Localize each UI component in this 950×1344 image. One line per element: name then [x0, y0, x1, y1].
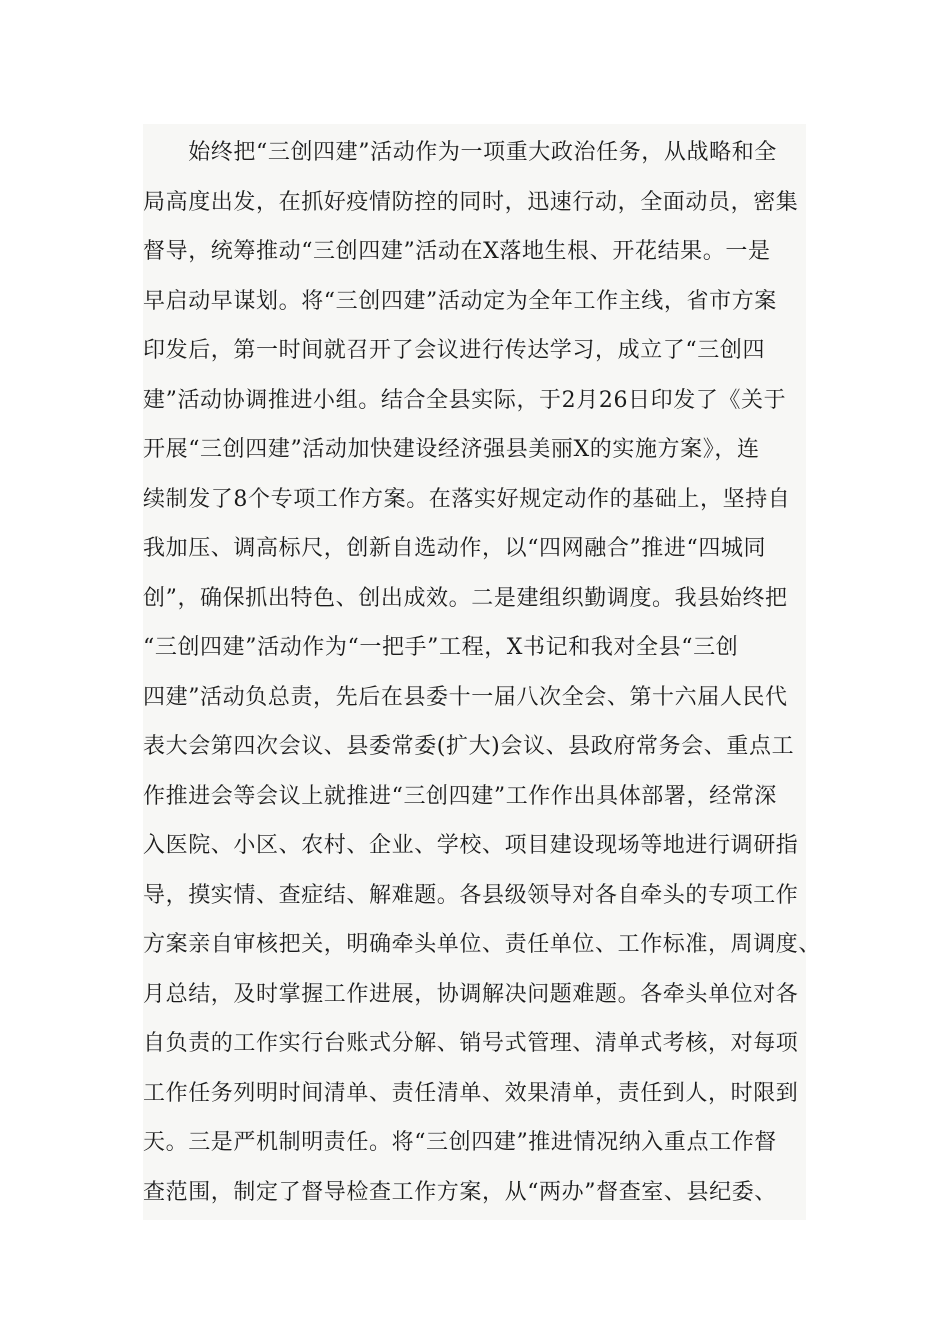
- text-line: 方案亲自审核把关，明确牵头单位、责任单位、工作标准，周调度、: [143, 932, 822, 957]
- text-line: 工作任务列明时间清单、责任清单、效果清单，责任到人，时限到: [143, 1081, 799, 1106]
- text-line: 月总结，及时掌握工作进展，协调解决问题难题。各牵头单位对各: [143, 982, 799, 1007]
- text-line: 表大会第四次会议、县委常委(扩大)会议、县政府常务会、重点工: [143, 734, 795, 759]
- text-line: 督导，统筹推动“三创四建”活动在X落地生根、开花结果。一是: [143, 239, 771, 264]
- text-line: 查范围，制定了督导检查工作方案，从“两办”督查室、县纪委、: [143, 1180, 777, 1205]
- text-line: 始终把“三创四建”活动作为一项重大政治任务，从战略和全: [143, 140, 777, 165]
- text-line: 入医院、小区、农村、企业、学校、项目建设现场等地进行调研指: [143, 833, 799, 858]
- text-line: 建”活动协调推进小组。结合全县实际，于2月26日印发了《关于: [143, 388, 787, 413]
- text-line: “三创四建”活动作为“一把手”工程，X书记和我对全县“三创: [143, 635, 739, 660]
- text-line: 我加压、调高标尺，创新自选动作，以“四网融合”推进“四城同: [143, 536, 767, 561]
- text-line: 续制发了8个专项工作方案。在落实好规定动作的基础上，坚持自: [143, 487, 791, 512]
- text-line: 创”，确保抓出特色、创出成效。二是建组织勤调度。我县始终把: [143, 586, 788, 611]
- paragraph-body: [143, 124, 822, 1220]
- text-line: 自负责的工作实行台账式分解、销号式管理、清单式考核，对每项: [143, 1031, 799, 1056]
- text-line: 天。三是严机制明责任。将“三创四建”推进情况纳入重点工作督: [143, 1130, 777, 1155]
- text-line: 导，摸实情、查症结、解难题。各县级领导对各自牵头的专项工作: [143, 883, 799, 908]
- text-line: 局高度出发，在抓好疫情防控的同时，迅速行动，全面动员，密集: [143, 190, 799, 215]
- text-line: 开展“三创四建”活动加快建设经济强县美丽X的实施方案》，连: [143, 437, 760, 462]
- text-line: 早启动早谋划。将“三创四建”活动定为全年工作主线，省市方案: [143, 289, 777, 314]
- text-line: 四建”活动负总责，先后在县委十一届八次全会、第十六届人民代: [143, 685, 788, 710]
- text-line: 印发后，第一时间就召开了会议进行传达学习，成立了“三创四: [143, 338, 766, 363]
- text-line: 作推进会等会议上就推进“三创四建”工作作出具体部署，经常深: [143, 784, 777, 809]
